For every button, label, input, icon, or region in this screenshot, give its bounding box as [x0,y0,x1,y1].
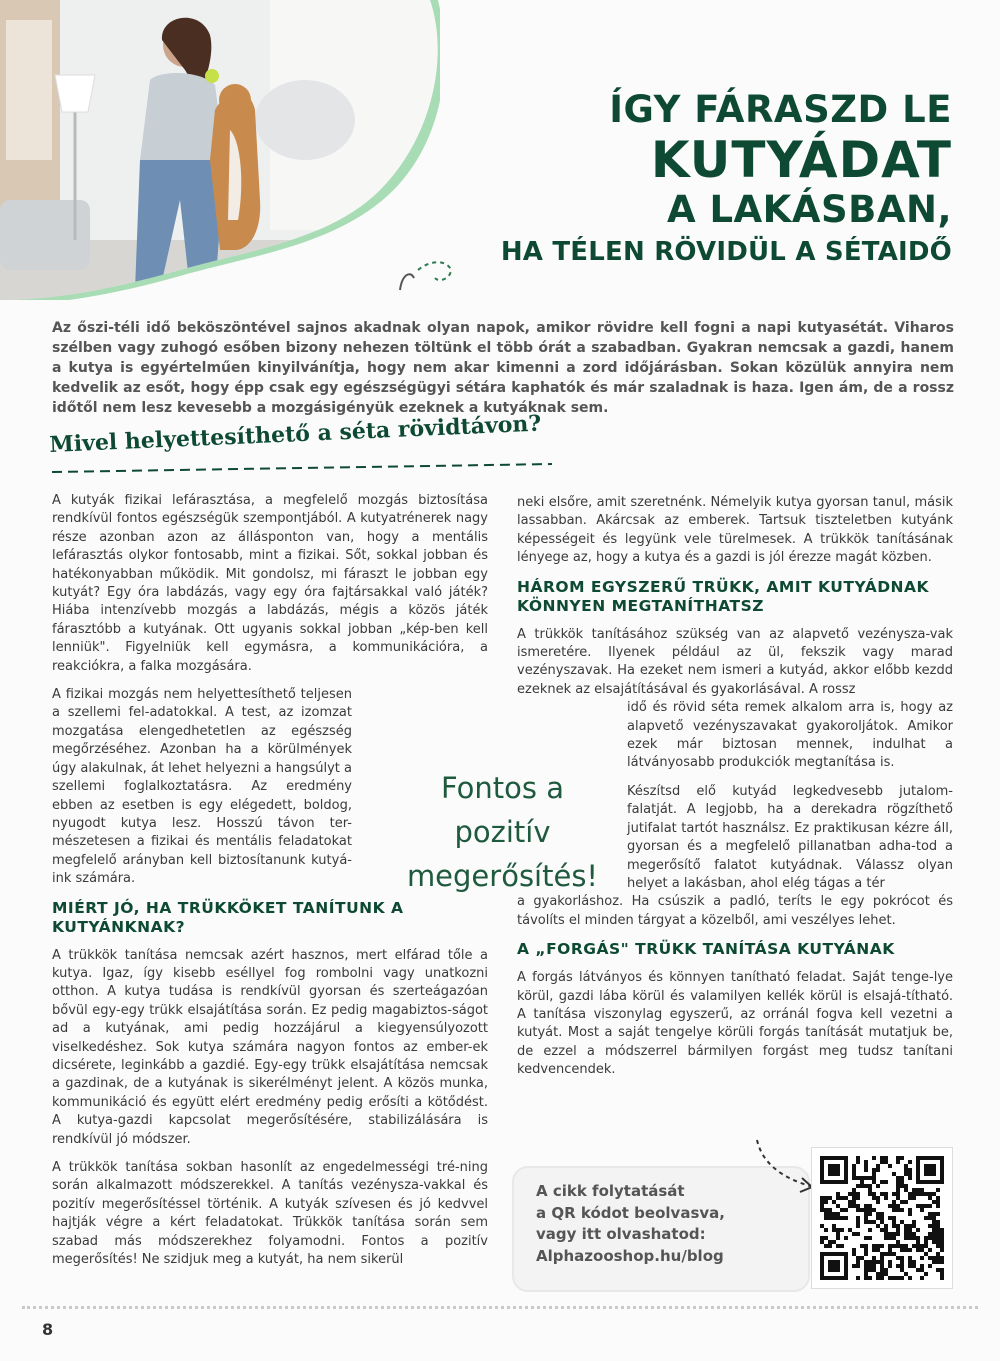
right-paragraph-1: neki elsőre, amit szeretnénk. Némelyik kutya gyorsan tanul, másik lassabban. Akárcsak az emberek. Tartsuk tiszteletben kutyánk képességeit és legyünk vele türelmesek. A trükkök tanításának lényege az, hogy a kutya és a gazdi is jól érezze magát közben. [517,495,953,566]
dashed-path-decoration-icon [390,240,470,300]
hero-photo [0,0,440,300]
headline [432,88,952,272]
page-number: 8 [42,1320,54,1339]
intro-paragraph: Az őszi-téli idő beköszöntével sajnos akadnak olyan napok, amikor rövidre kell fogni a napi kutyasétát. Viharos szélben vagy zuhogó esőben bizony nehezen töltünk el több órát a szabadban. Gyakran nemcsak a gazdi, hanem a kutya is egyértelműen kinyilvánítja, hogy nem akar kimenni a zord időjárásban. Sokan közülük annyira nem kedvelik az esőt, hogy épp csak egy egészségügyi sétára kaphatók és már szaladnak is haza. Igen ám, de a rossz időtől nem lesz kevesebb a mozgásigényük ezeknek a kutyáknak sem. [52,320,954,416]
subhead-three-tricks: HÁROM EGYSZERŰ TRÜKK, AMIT KUTYÁDNAK KÖNNYEN MEGTANÍTHATSZ [517,577,930,615]
left-paragraph-3: A trükkök tanítása nemcsak azért hasznos, mert elfárad tőle a kutya. Igaz, így kisebb eséllyel fog rombolni vagy unatkozni otthon. A kutya tudása is rendkívül gyorsan és szerteágazóan bővül egy-egy trükk elsajátítása során. Ez pedig magabiztos-ságot ad a kutyának, ami pedig hozzájárul a kiegyensúlyozott viselkedéshez. Sok kutya számára nagyon fontos az ember-ek dicsérete, leginkább a gazdié. Egy-egy trükk elsajátítása nemcsak a gazdinak, de a kutyának is sikerélményt jelent. A közös munka, kommunikáció és együtt elért eredmény pedig erősíti a kötődést. A kutya-gazdi kapcsolat megerősítésére, stabilizálására is rendkívül jó módszer. [52,947,488,1147]
cta-line-3: vagy itt olvashatod: [536,1225,706,1243]
headline-line-3: A LAKÁSBAN, [666,188,952,231]
cta-line-2: a QR kódot beolvasva, [536,1203,725,1222]
cta-blog-link[interactable]: Alphazooshop.hu/blog [536,1246,724,1265]
right-paragraph-3a: Készítsd elő kutyád legkedvesebb jutalom-falatját. A legjobb, ha a derekadra rögzíthető jutifalat tartót használsz. Ez praktikusan kézre áll, gyorsan és a megfelelő pillanatban adha-tod a megerősítő falatot kutyádnak. Válassz olyan helyet a lakásban, ahol elég tágas a tér [627,783,953,891]
headline-line-2: KUTYÁDAT [650,131,952,189]
subhead-spin-trick: A „FORGÁS" TRÜKK TANÍTÁSA KUTYÁNAK [517,940,895,959]
left-paragraph-4: A trükkök tanítása sokban hasonlít az engedelmességi tré-ning során alkalmazott módszerekkel. A tanítás vezénysza-vakkal és pozitív megerősítéssel történik. A kutyák szívesen és jó kedvvel hajtják végre a kért feladatokat. Trükkök tanítása során sem szabad más módszerekhez folyamodni. Fontos a pozitív megerősítés! Ne szidjuk meg a kutyát, ha nem sikerül [52,1160,488,1268]
section-underline-decoration [52,462,552,474]
right-paragraph-2b: idő és rövid séta remek alkalom arra is, hogy az alapvető vezényszavakat gyakoroljátok. Amikor ezek már biztosan mennek, indulhat a látványosabb produkciók megtanítása is. [627,700,953,771]
footer-divider [22,1306,978,1309]
right-column [517,494,953,1090]
headline-line-4: HA TÉLEN RÖVIDÜL A SÉTAIDŐ [500,237,952,267]
right-paragraph-2a: A trükkök tanításához szükség van az alapvető vezénysza-vak ismeretére. Ilyenek például az ül, fekszik vagy marad vezényszavak. Ha ezeket nem ismeri a kutyád, akkor előbb kezdd ezeknek az elsajátításával és gyakorlásával. A rossz [517,626,953,697]
right-paragraph-4: A forgás látványos és könnyen tanítható feladat. Saját tenge-lye körül, gazdi lába körül és valamilyen kellék körül is elsajá-títható. A tanítása viszonylag egyszerű, az orránál fogva kell vezetni a kutyát. Most a saját tengelye körüli forgás tanítását mutatjuk be, de ezzel a módszerrel bármilyen forgást meg tudsz tanítani kedvencendek. [517,970,953,1078]
cta-line-1: A cikk folytatását [536,1182,685,1200]
left-paragraph-2: A fizikai mozgás nem helyettesíthető teljesen a szellemi fel-adatokkal. A test, az izomzat mozgatása elengedhetetlen az egészség megőrzéséhez. Azonban ha a körülmények úgy alakulnak, át lehet helyezni a hangsúlyt a szellemi foglalkoztatásra. Az eredmény ebben az esetben is egy elégedett, boldog, nyugodt kutya lesz. Hosszú távon ter-mészetesen a fizikai és mentális feladatokat megfelelő arányban kell biztosítanunk kutyá-ink számára. [52,687,352,887]
headline-line-1: ÍGY FÁRASZD LE [609,88,952,131]
right-paragraph-3b: a gyakorláshoz. Ha csúszik a padló, teríts le egy pokrócot és távolíts el minden tárgyat a közelből, ami veszélyes lehet. [517,894,953,928]
pull-quote: Fontos a pozitív megerősítés! [406,771,599,893]
left-paragraph-1: A kutyák fizikai lefárasztása, a megfelelő mozgás biztosítása rendkívül fontos egészségük szempontjából. A kutyatrénerek nagy része azonban azon az állásponton van, hogy a mentális lefárasztás olykor fontosabb, mint a fizikai. Sőt, sokkal jobban és hatékonyabban működik. Mit gondolsz, mi fáraszt le jobban egy kutyát? Egy óra labdázás, vagy egy óra fajtársakkal való játék? Hiába intenzívebb mozgás a labdázás, mégis a közös játék fárasztóbb a kutyának. Ott ugyanis sokkal jobban „kép-ben kell lenniük". Figyelniük kell egymásra, a kommunikációra, a reakciókra, a falka mozgására. [52,493,488,674]
section-title: Mivel helyettesíthető a séta rövidtávon? [48,410,542,458]
qr-code-icon[interactable] [812,1148,952,1288]
subhead-why-tricks: MIÉRT JÓ, HA TRÜKKÖKET TANÍTUNK A KUTYÁNKNAK? [52,898,404,936]
